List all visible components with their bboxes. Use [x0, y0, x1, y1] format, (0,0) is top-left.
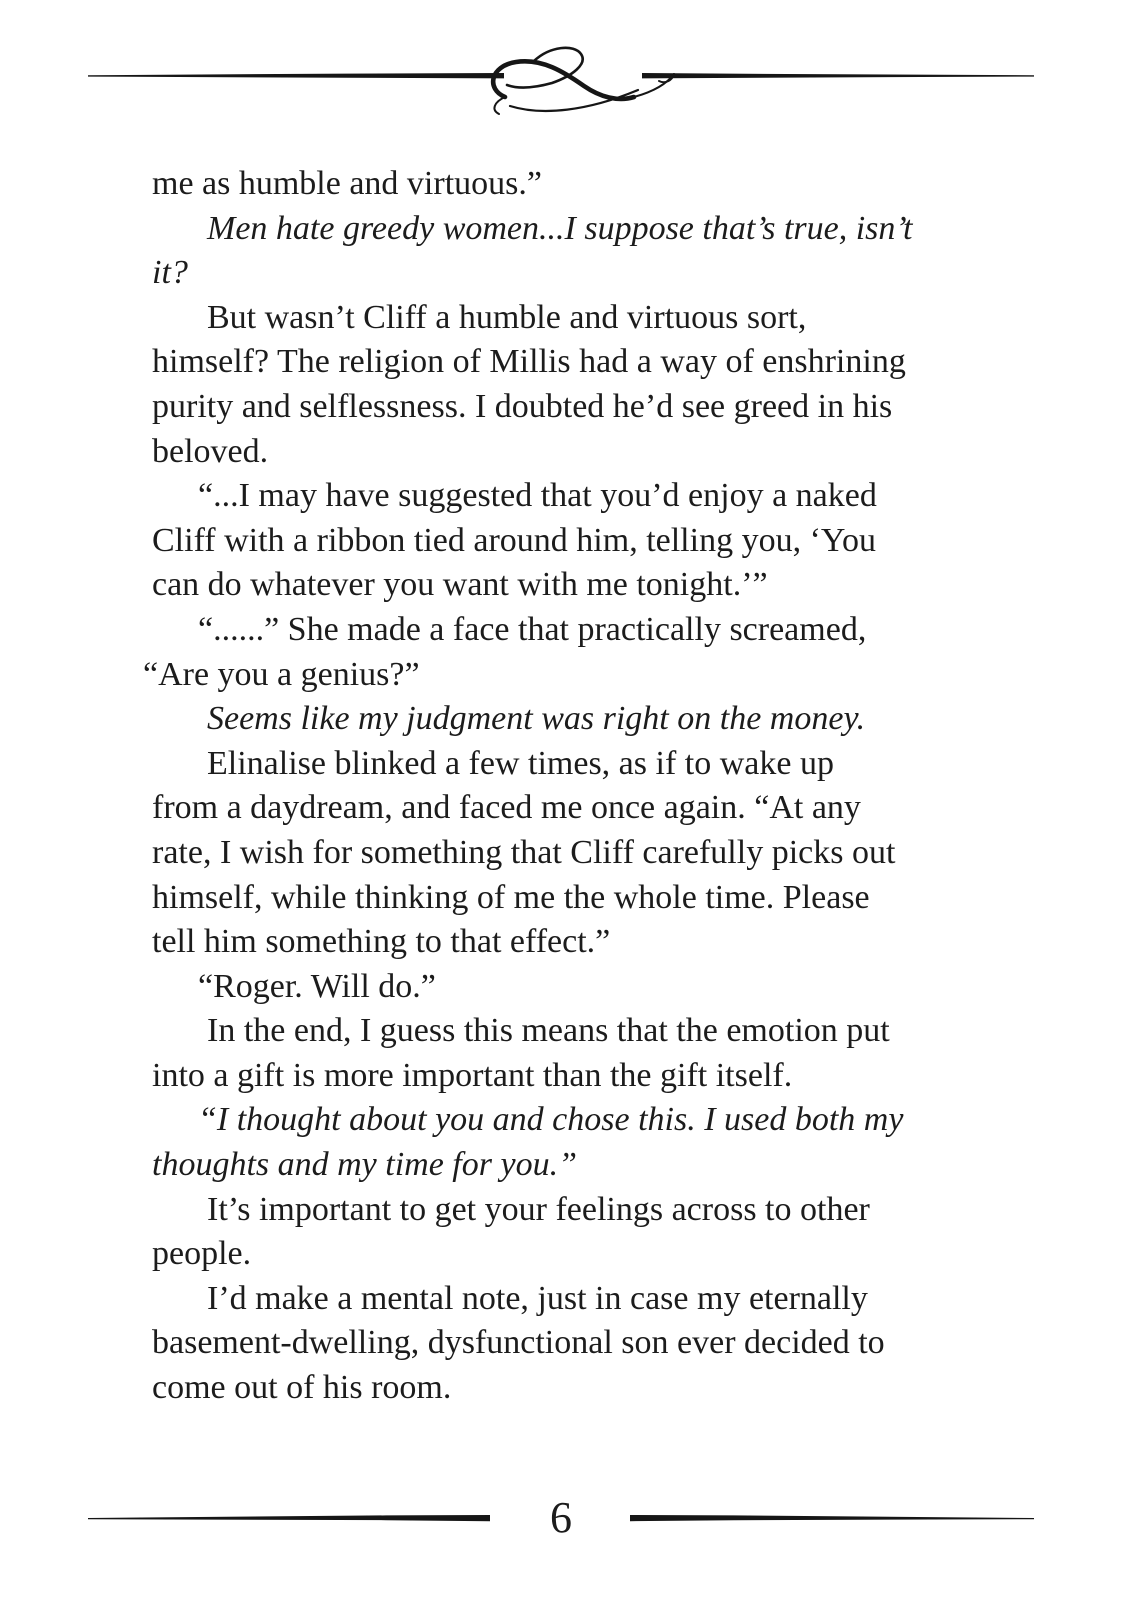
text-line: In the end, I guess this means that the emotion put [207, 1012, 890, 1050]
text-line: come out of his room. [152, 1369, 452, 1407]
header-divider [86, 40, 1036, 140]
text-line: rate, I wish for something that Cliff carefully picks out [152, 833, 896, 871]
text-line: “Roger. Will do.” [198, 967, 436, 1005]
text-line: “...I may have suggested that you’d enjoy a naked [198, 477, 877, 515]
text-line: Cliff with a ribbon tied around him, telling you, ‘You [152, 521, 877, 559]
text-line: beloved. [152, 432, 269, 470]
text-line: himself? The religion of Millis had a way of enshrining [152, 343, 906, 381]
footer-divider [86, 1493, 1036, 1542]
text-line: But wasn’t Cliff a humble and virtuous sort, [207, 298, 807, 336]
text-line: it? [152, 254, 188, 292]
text-line: “Are you a genius?” [143, 655, 420, 693]
text-line: from a daydream, and faced me once again. “At any [152, 789, 861, 827]
text-line: purity and selflessness. I doubted he’d see greed in his [152, 387, 893, 425]
text-line: tell him something to that effect.” [152, 923, 611, 961]
page-number: 6 [550, 1493, 572, 1542]
text-line: “I thought about you and chose this. I used both my [198, 1101, 904, 1139]
text-line: people. [152, 1235, 252, 1273]
text-line: himself, while thinking of me the whole time. Please [152, 878, 870, 916]
text-line: Seems like my judgment was right on the money. [207, 700, 866, 738]
text-line: It’s important to get your feelings across to other [207, 1190, 870, 1228]
text-line: can do whatever you want with me tonight.’” [152, 566, 768, 604]
text-line: me as humble and virtuous.” [152, 165, 542, 202]
page-text [143, 162, 1002, 1411]
text-line: Men hate greedy women...I suppose that’s true, isn’t [207, 209, 913, 247]
text-line: I’d make a mental note, just in case my eternally [207, 1279, 868, 1317]
text-line: thoughts and my time for you.” [152, 1146, 577, 1184]
text-line: into a gift is more important than the gift itself. [152, 1056, 793, 1094]
text-line: basement-dwelling, dysfunctional son ever decided to [152, 1324, 885, 1362]
calligraphic-flourish-icon [86, 40, 1036, 140]
text-line: “......” She made a face that practically screamed, [198, 610, 867, 648]
text-line: Elinalise blinked a few times, as if to wake up [207, 744, 834, 782]
